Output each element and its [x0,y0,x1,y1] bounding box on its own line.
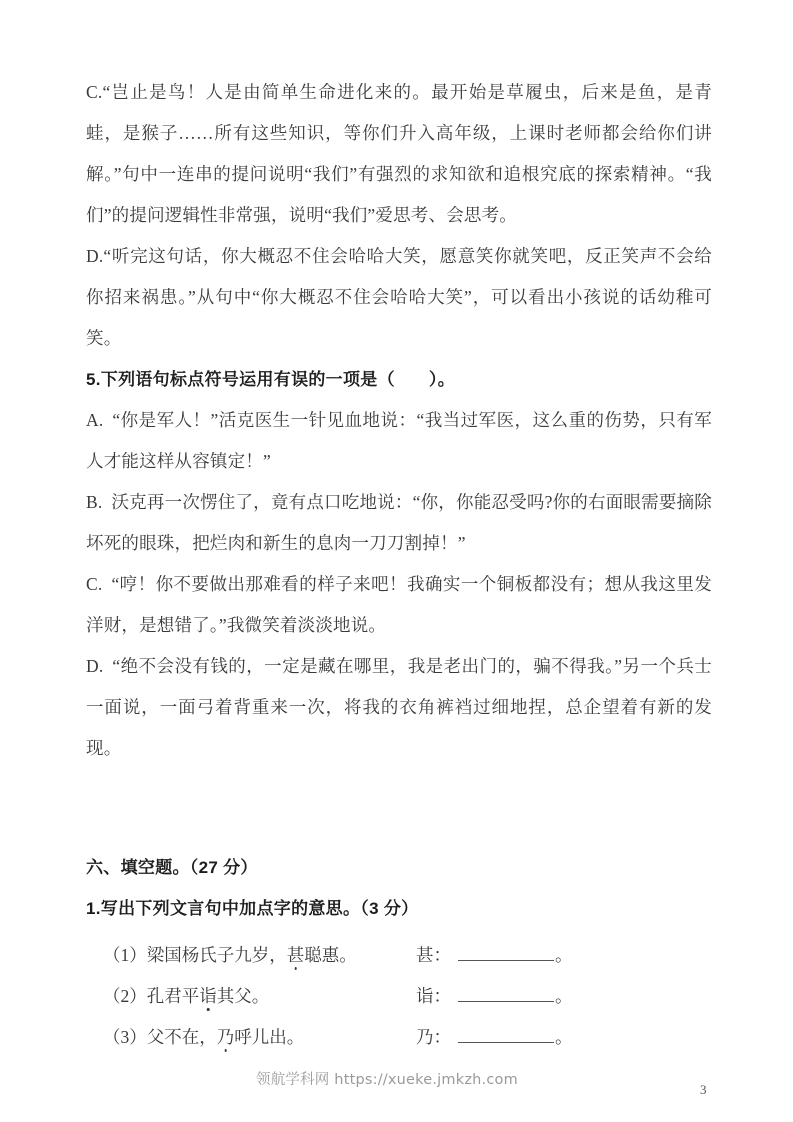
page-number: 3 [700,1082,707,1097]
section-gap [86,769,712,847]
fill-blank-row [86,935,712,976]
option-text-a: “你是军人！”活克医生一针见血地说：“我当过军医，这么重的伤势，只有军人才能这样从容镇定！” [86,410,712,471]
answer-blank-line[interactable] [458,946,554,961]
fill-blank-row [86,1017,712,1058]
fill-blank-answer [416,976,573,1017]
footer-watermark: 领航学科网 https://xueke.jmkzh.com [256,1072,518,1088]
option-label-d: D. [86,656,104,676]
section6-question1-stem: 1.写出下列文言句中加点字的意思。（3 分） [86,899,419,918]
item-number: （1） [103,945,147,965]
option-text-c: “哼！你不要做出那难看的样子来吧！我确实一个铜板都没有；想从我这里发洋财，是想错了。”我微笑着淡淡地说。 [86,574,712,635]
option-text-b: 沃克再一次愣住了，竟有点口吃地说：“你，你能忍受吗?你的右面眼需要摘除坏死的眼珠，把烂肉和新生的息肉一刀刀割掉！” [86,492,712,553]
question5-option-a [86,400,712,482]
answer-colon: ： [433,986,451,1006]
fill-blank-row [86,976,712,1017]
answer-key-character: 甚 [416,945,434,965]
answer-blank-line[interactable] [458,987,554,1002]
fill-blank-sentence [86,976,416,1017]
answer-key-character: 诣 [416,986,434,1006]
question5-option-d [86,646,712,769]
sentence-after: 聪惠。 [304,945,357,965]
item-number: （3） [103,1027,147,1047]
answer-period: 。 [555,945,573,965]
sentence-before: 孔君平 [146,986,200,1006]
item-number: （2） [103,986,147,1006]
answer-period: 。 [555,986,573,1006]
question5-stem [86,359,712,400]
fill-blank-sentence [86,1017,416,1058]
question5-stem-suffix: ）。 [428,370,455,389]
question5-stem-prefix: 5.下列语句标点符号运用有误的一项是（ [86,370,395,389]
fill-blank-answer [416,1017,573,1058]
sentence-after: 呼儿出。 [234,1027,305,1047]
question4-option-c: C.“岂止是鸟！人是由简单生命进化来的。最开始是草履虫，后来是鱼，是青蛙，是猴子……所有这些知识，等你们升入高年级，上课时老师都会给你们讲解。”句中一连串的提问说明“我们”有强烈的求知欲和追根究底的探索精神。“我们”的提问逻辑性非常强，说明“我们”爱思考、会思考。 [86,82,712,225]
answer-key-character: 乃 [416,1027,434,1047]
dotted-character: 诣 [199,986,217,1006]
sentence-before: 父不在， [146,1027,217,1047]
option-label-a: A. [86,410,104,430]
page-content [86,72,712,1058]
dotted-character: 乃 [216,1027,235,1047]
answer-colon: ： [433,1027,451,1047]
sentence-after: 其父。 [216,986,270,1006]
fill-blank-answer [416,935,573,976]
option-text-d: “绝不会没有钱的，一定是藏在哪里，我是老出门的，骗不得我。”另一个兵士一面说，一面弓着背重来一次，将我的衣角裤裆过细地捏，总企望着有新的发现。 [86,656,712,758]
question4-option-d: D.“听完这句话，你大概忍不住会哈哈大笑，愿意笑你就笑吧，反正笑声不会给你招来祸患。”从句中“你大概忍不住会哈哈大笑”，可以看出小孩说的话幼稚可笑。 [86,246,712,348]
fill-blank-sentence [86,935,416,976]
section6-heading: 六、填空题。（27 分） [86,858,258,877]
option-label-c: C. [86,574,103,594]
answer-colon: ： [433,945,451,965]
sentence-before: 梁国杨氏子九岁， [146,945,287,965]
question5-option-b [86,482,712,564]
answer-blank-line[interactable] [458,1028,554,1043]
answer-period: 。 [555,1027,573,1047]
dotted-character: 甚 [286,945,305,965]
question5-option-c [86,564,712,646]
option-label-b: B. [86,492,103,512]
